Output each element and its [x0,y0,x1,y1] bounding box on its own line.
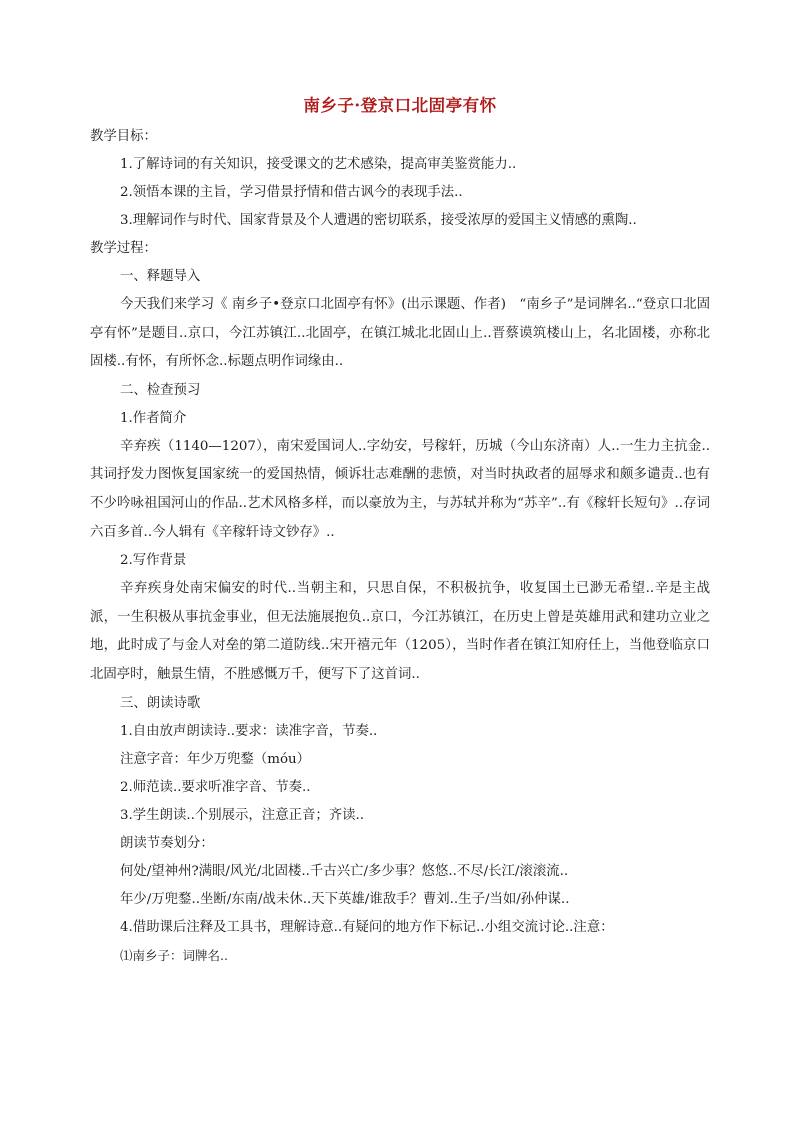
section-heading: 二、检查预习 [120,382,201,398]
rhythm-line: 年少/万兜鍪..坐断/东南/战未休..天下英雄/谁敌手？曹刘..生子/当如/孙仲谋.. [120,891,570,907]
goal-item: 2.领悟本课的主旨，学习借景抒情和借古讽今的表现手法.. [120,185,463,200]
section-heading: 三、朗读诗歌 [120,695,201,711]
subsection-heading: 2.写作背景 [120,553,187,569]
subsection-heading: 1.作者简介 [120,410,187,426]
author-paragraph: 辛弃疾（1140—1207），南宋爱国词人..字幼安，号稼轩，历城（今山东济南）人..一生力主抗金..其词抒发力图恢复国家统一的爱国热情，倾诉壮志难酬的悲愤，对当时执政者的屈辱求和颇多谴责..也有不少吟咏祖国河山的作品..艺术风格多样，而以豪放为主，与苏轼并称为“苏辛”..有《稼轩长短句》..存词六百多首..今人辑有《辛稼轩诗文钞存》.. [90,438,710,540]
process-heading: 教学过程： [90,241,157,256]
reading-line: 4.借助课后注释及工具书，理解诗意..有疑问的地方作下标记..小组交流讨论..注意： [120,919,614,935]
goals-heading: 教学目标： [90,129,157,144]
background-paragraph: 辛弃疾身处南宋偏安的时代..当朝主和，只思自保，不积极抗争，收复国土已渺无希望..辛是主战派，一生积极从事抗金事业，但无法施展抱负..京口，今江苏镇江，在历史上曾是英雄用武和建功立业之地，此时成了与金人对垒的第二道防线..宋开禧元年（1205），当时作者在镇江知府任上，当他登临京口北固亭时，触景生情，不胜感慨万千，便写下了这首词.. [90,581,710,682]
reading-line: 朗读节奏划分： [120,835,214,851]
note-line: ⑴南乡子：词牌名.. [120,947,228,963]
goal-item: 3.理解词作与时代、国家背景及个人遭遇的密切联系，接受浓厚的爱国主义情感的熏陶.. [120,213,637,228]
intro-paragraph: 今天我们来学习《 南乡子•登京口北固亭有怀》(出示课题、作者) “南乡子”是词牌名..“登京口北固亭有怀”是题目..京口，今江苏镇江..北固亭，在镇江城北北固山上..晋蔡谟筑楼山上，名北固楼，亦称北固楼..有怀，有所怀念..标题点明作词缘由.. [90,297,710,370]
reading-line: 注意字音：年少万兜鍪（móu） [120,751,311,767]
rhythm-line: 何处/望神州?满眼/风光/北固楼..千古兴亡/多少事？悠悠..不尽/长江/滚滚流.. [120,863,569,879]
reading-line: 3.学生朗读..个别展示，注意正音；齐读.. [120,807,365,823]
section-heading: 一、释题导入 [120,269,201,284]
goal-item: 1.了解诗词的有关知识，接受课文的艺术感染，提高审美鉴赏能力.. [120,157,517,172]
reading-line: 1.自由放声朗读诗..要求：读准字音，节奏.. [120,723,378,739]
document-page [90,92,710,970]
page-title: 南乡子·登京口北固亭有怀 [303,96,497,115]
reading-line: 2.师范读..要求听准字音、节奏.. [120,779,311,795]
